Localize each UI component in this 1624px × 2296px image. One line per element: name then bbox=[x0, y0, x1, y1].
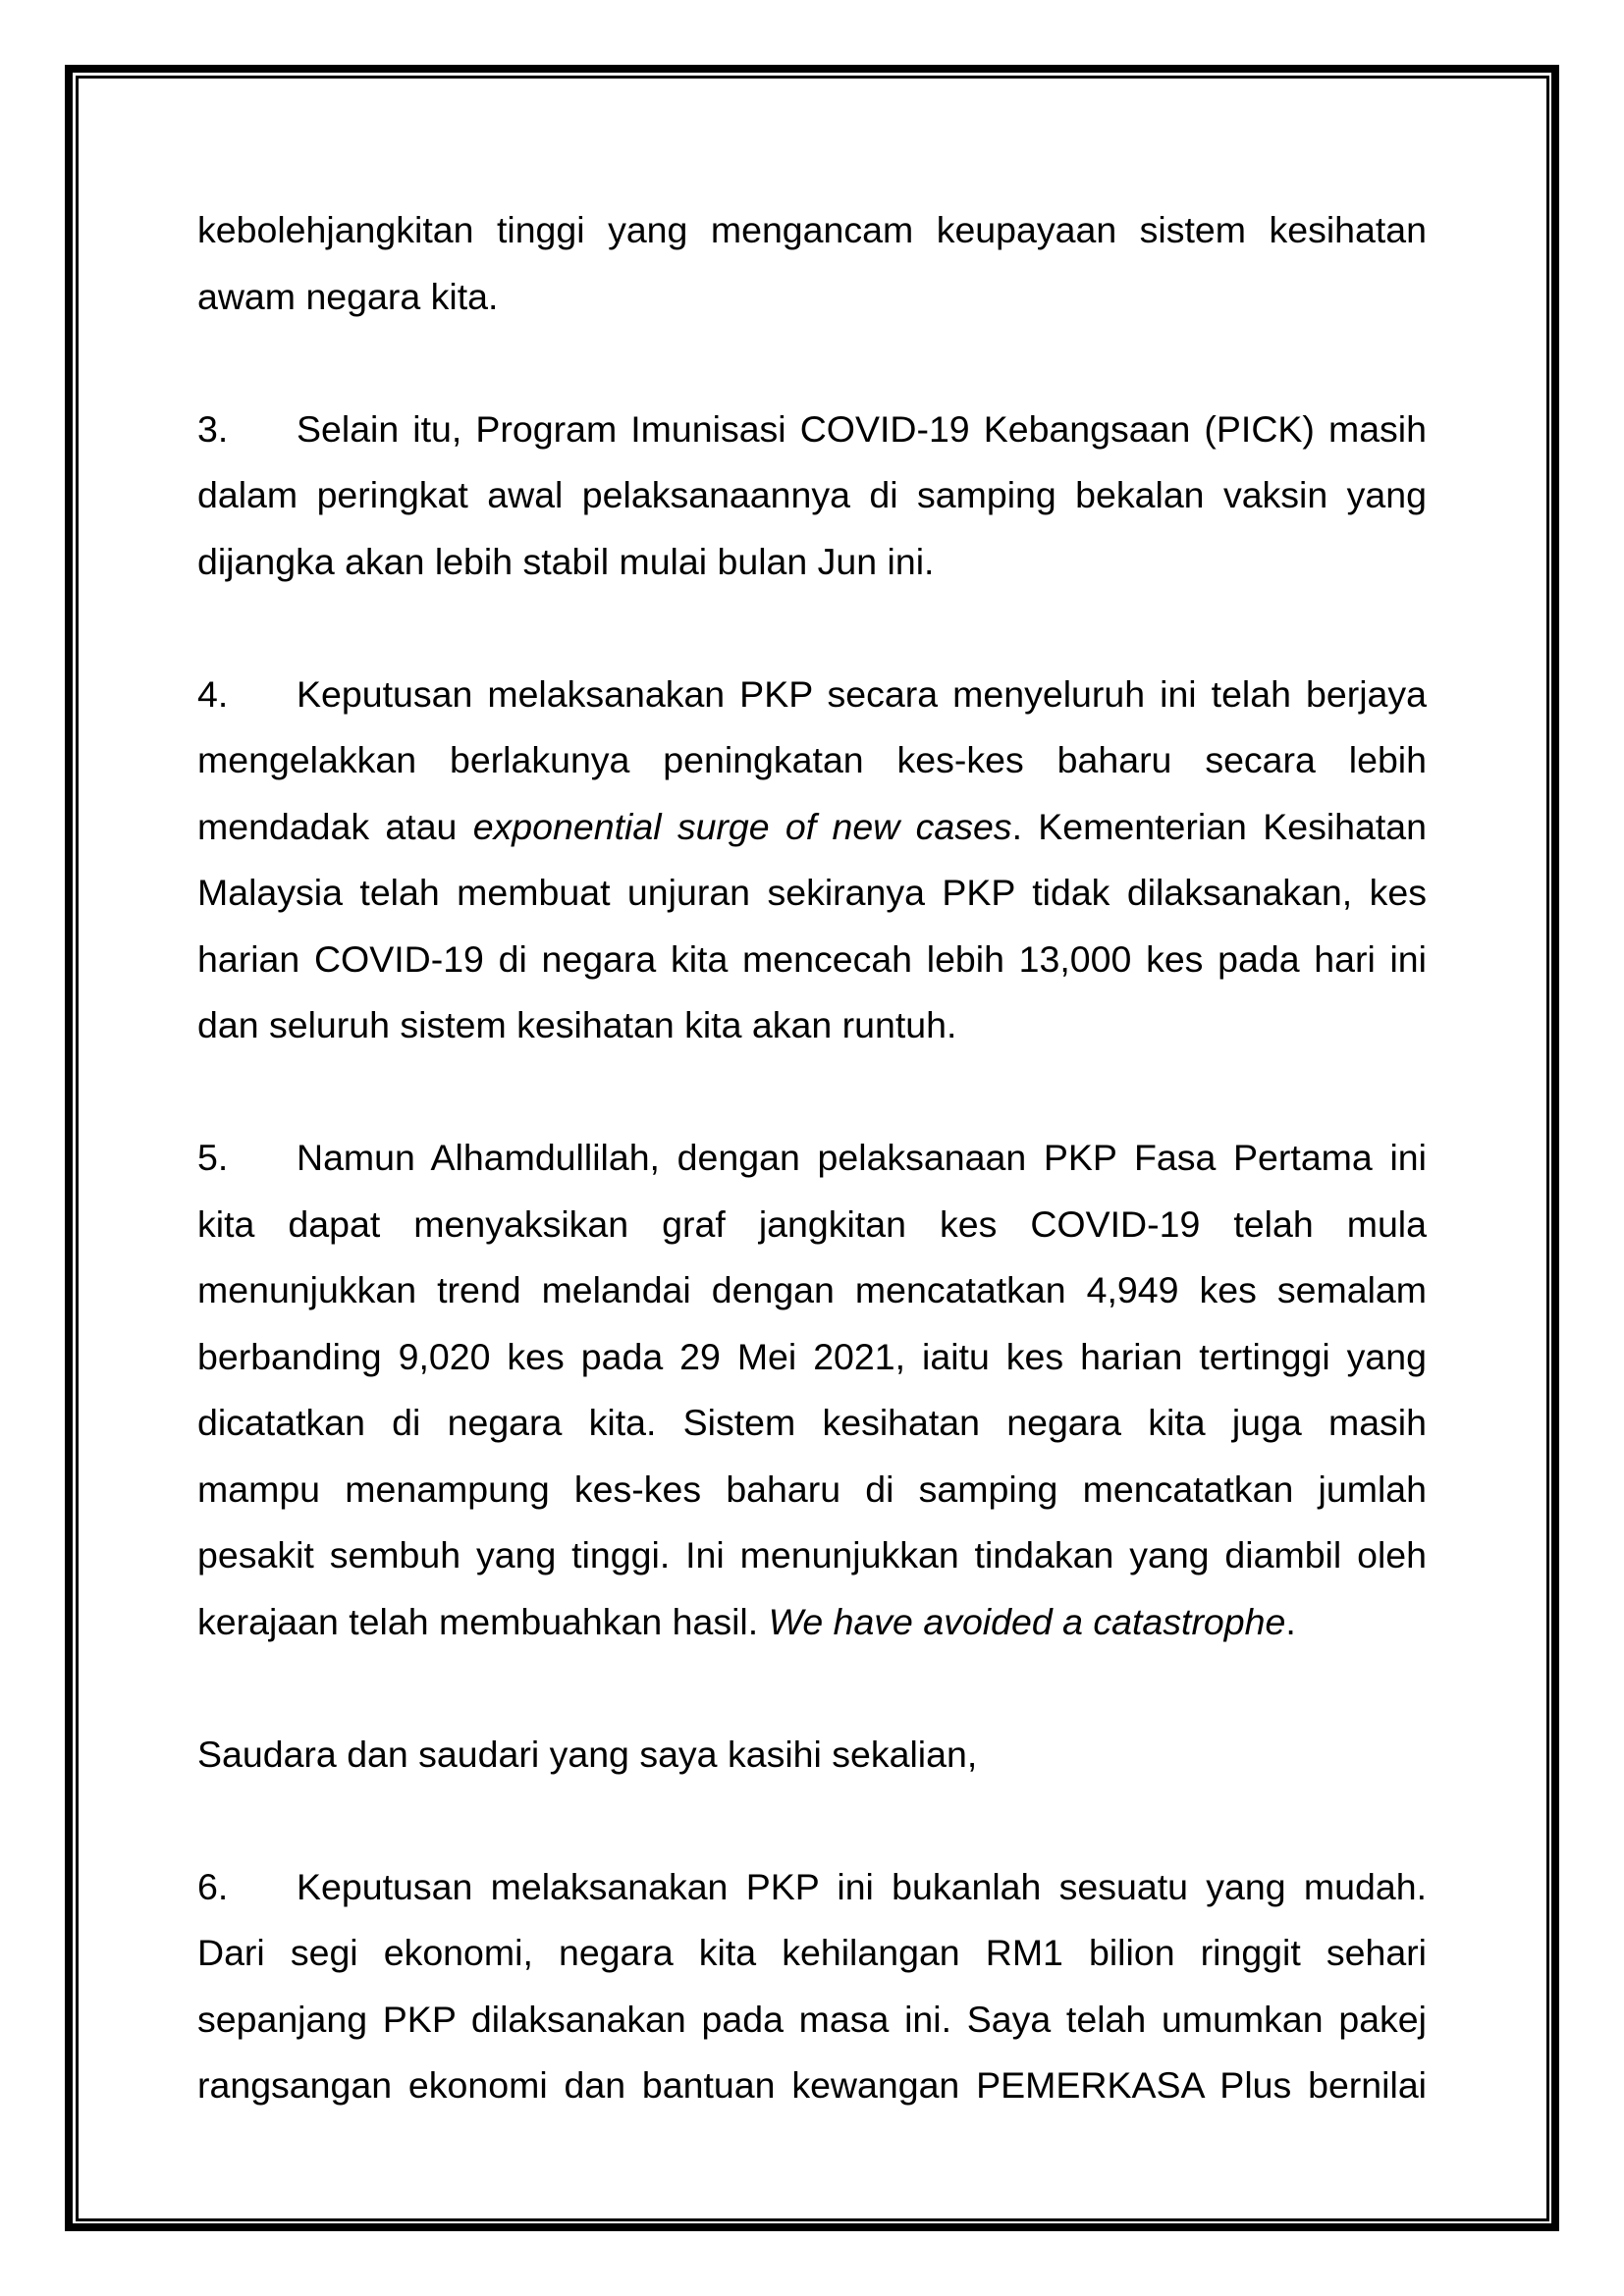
italic-phrase: exponential surge of new cases bbox=[472, 805, 1012, 847]
text-line bbox=[197, 860, 1427, 927]
text-segment: Malaysia telah membuat unjuran sekiranya PKP tidak dilaksanakan, kes bbox=[197, 872, 1427, 913]
paragraph-2-continued bbox=[197, 197, 1427, 330]
blank-line bbox=[197, 595, 1427, 662]
text-line bbox=[197, 1589, 1427, 1656]
text-segment: menunjukkan trend melandai dengan mencatatkan 4,949 kes semalam bbox=[197, 1269, 1427, 1310]
text-line bbox=[197, 397, 1427, 463]
text-segment: sepanjang PKP dilaksanakan pada masa ini. Saya telah umumkan pakej bbox=[197, 1998, 1427, 2040]
text-segment: . bbox=[1285, 1600, 1296, 1642]
text-line bbox=[197, 927, 1427, 993]
text-segment: kita dapat menyaksikan graf jangkitan kes COVID-19 telah mula bbox=[197, 1202, 1427, 1245]
text-line bbox=[197, 1920, 1427, 1987]
text-line bbox=[197, 462, 1427, 529]
paragraph-number: 3. bbox=[197, 407, 229, 450]
document-body bbox=[197, 197, 1427, 2119]
text-segment: kerajaan telah membuahkan hasil. bbox=[197, 1600, 769, 1642]
paragraph-number: 6. bbox=[197, 1865, 229, 1907]
text-line bbox=[197, 794, 1427, 861]
text-line bbox=[197, 1192, 1427, 1258]
text-line bbox=[197, 264, 1427, 331]
salutation bbox=[197, 1722, 1427, 1789]
text-line bbox=[197, 992, 1427, 1059]
paragraph-number: 5. bbox=[197, 1137, 229, 1178]
text-segment: harian COVID-19 di negara kita mencecah lebih 13,000 kes pada hari ini bbox=[197, 937, 1427, 980]
text-segment: Saudara dan saudari yang saya kasihi sekalian, bbox=[197, 1733, 978, 1775]
italic-phrase: We have avoided a catastrophe bbox=[768, 1600, 1286, 1642]
text-segment: Keputusan melaksanakan PKP secara menyeluruh ini telah berjaya bbox=[297, 672, 1427, 715]
paragraph-6 bbox=[197, 1854, 1427, 2119]
text-line bbox=[197, 1457, 1427, 1523]
paragraph-3 bbox=[197, 397, 1427, 596]
text-line bbox=[197, 1722, 1427, 1789]
text-segment: Keputusan melaksanakan PKP ini bukanlah sesuatu yang mudah. bbox=[297, 1865, 1427, 1907]
text-segment: mampu menampung kes-kes baharu di samping mencatatkan jumlah bbox=[197, 1468, 1427, 1510]
text-segment: dalam peringkat awal pelaksanaannya di samping bekalan vaksin yang bbox=[197, 474, 1427, 515]
text-line bbox=[197, 529, 1427, 596]
text-segment: dan seluruh sistem kesihatan kita akan runtuh. bbox=[197, 1004, 957, 1045]
text-segment: . Kementerian Kesihatan bbox=[1011, 805, 1427, 847]
text-segment: Dari segi ekonomi, negara kita kehilangan RM1 bilion ringgit sehari bbox=[197, 1932, 1427, 1973]
text-segment: kebolehjangkitan tinggi yang mengancam keupayaan sistem kesihatan bbox=[197, 209, 1427, 250]
text-segment: dijangka akan lebih stabil mulai bulan Jun ini. bbox=[197, 540, 935, 582]
text-segment: Selain itu, Program Imunisasi COVID-19 Kebangsaan (PICK) masih bbox=[297, 407, 1427, 450]
blank-line bbox=[197, 1059, 1427, 1126]
blank-line bbox=[197, 1788, 1427, 1854]
text-line bbox=[197, 1390, 1427, 1457]
text-line bbox=[197, 727, 1427, 794]
text-segment: mendadak atau bbox=[197, 805, 473, 847]
text-segment: Namun Alhamdullilah, dengan pelaksanaan PKP Fasa Pertama ini bbox=[297, 1137, 1427, 1178]
text-segment: pesakit sembuh yang tinggi. Ini menunjukkan tindakan yang diambil oleh bbox=[197, 1534, 1427, 1575]
blank-line bbox=[197, 1655, 1427, 1722]
text-segment: rangsangan ekonomi dan bantuan kewangan PEMERKASA Plus bernilai bbox=[197, 2064, 1427, 2106]
text-line bbox=[197, 197, 1427, 264]
text-line bbox=[197, 1854, 1427, 1921]
paragraph-4 bbox=[197, 662, 1427, 1059]
text-line bbox=[197, 1522, 1427, 1589]
text-segment: awam negara kita. bbox=[197, 275, 499, 317]
text-line bbox=[197, 1257, 1427, 1324]
text-segment: mengelakkan berlakunya peningkatan kes-kes baharu secara lebih bbox=[197, 739, 1427, 780]
text-line bbox=[197, 1324, 1427, 1391]
text-line bbox=[197, 662, 1427, 728]
text-segment: berbanding 9,020 kes pada 29 Mei 2021, iaitu kes harian tertinggi yang bbox=[197, 1335, 1427, 1377]
blank-line bbox=[197, 330, 1427, 397]
paragraph-number: 4. bbox=[197, 672, 229, 715]
text-segment: dicatatkan di negara kita. Sistem kesihatan negara kita juga masih bbox=[197, 1402, 1427, 1443]
paragraph-5 bbox=[197, 1125, 1427, 1655]
text-line bbox=[197, 2053, 1427, 2119]
text-line bbox=[197, 1987, 1427, 2054]
text-line bbox=[197, 1125, 1427, 1192]
